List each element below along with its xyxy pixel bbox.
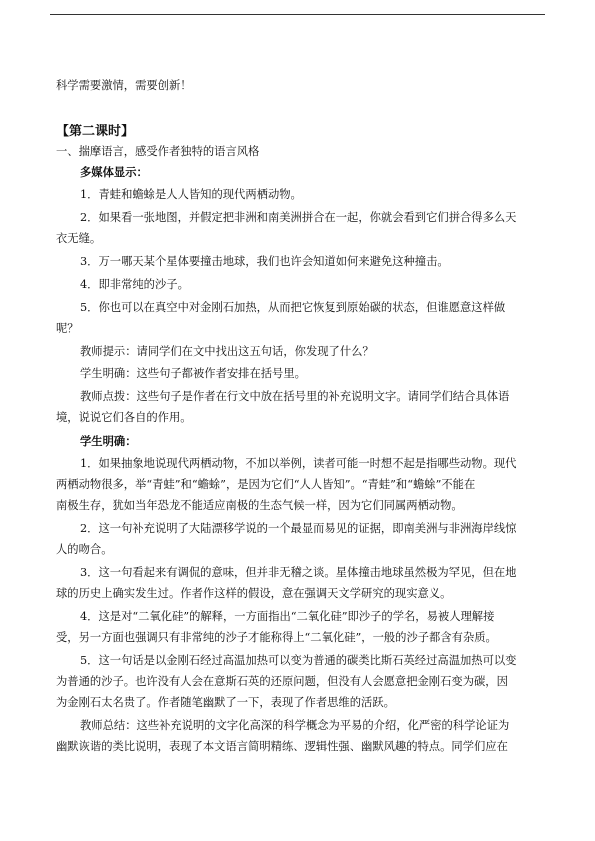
- answer-1-cont: 两栖动物很多，举“青蛙”和“蟾蜍”，是因为它们“人人皆知”。“青蛙”和“蟾蜍”不能在: [56, 478, 476, 491]
- section-heading: 一、揣摩语言，感受作者独特的语言风格: [56, 145, 260, 158]
- sentence-3: 3．万一哪天某个星体要撞击地球，我们也许会知道如何来避免这种撞击。: [80, 255, 449, 268]
- lesson-heading: 【第二课时】: [56, 124, 135, 139]
- answer-4: 4．这是对“二氧化硅”的解释，一方面指出“二氧化硅”即沙子的学名，易被人理解接: [80, 610, 495, 623]
- header-rule: [50, 14, 545, 15]
- answer-1-cont2: 南极生存，犹如当年恐龙不能适应南极的生态气候一样，因为它们同属两栖动物。: [56, 499, 463, 512]
- student-clear-label: 学生明确：: [80, 434, 137, 448]
- answer-2-cont: 人的吻合。: [56, 543, 113, 556]
- answer-1: 1．如果抽象地说现代两栖动物，不加以举例，读者可能一时想不起是指哪些动物。现代: [80, 457, 517, 470]
- teacher-summary-cont: 幽默诙谐的类比说明，表现了本文语言简明精练、逻辑性强、幽默风趣的特点。同学们应在: [56, 740, 508, 753]
- teacher-point: 教师点拨：这些句子是作者在行文中放在括号里的补充说明文字。请同学们结合具体语: [80, 390, 510, 403]
- sentence-2: 2．如果看一张地图，并假定把非洲和南美洲拼合在一起，你就会看到它们拼合得多么天: [80, 211, 517, 224]
- sentence-5-cont: 呢？: [56, 322, 79, 335]
- sentence-2-cont: 衣无缝。: [56, 232, 102, 245]
- sentence-4: 4．即非常纯的沙子。: [80, 278, 189, 291]
- teacher-point-cont: 境，说说它们各自的作用。: [56, 411, 192, 424]
- answer-5-cont: 为普通的沙子。也许没有人会在意斯石英的还原问题，但没有人会愿意把金刚石变为碳，因: [56, 675, 508, 688]
- intro-line: 科学需要激情，需要创新！: [56, 79, 192, 92]
- answer-4-cont: 受，另一方面也强调只有非常纯的沙子才能称得上“二氧化硅”，一般的沙子都含有杂质。: [56, 631, 497, 644]
- teacher-summary: 教师总结：这些补充说明的文字化高深的科学概念为平易的介绍，化严密的科学论证为: [80, 719, 510, 732]
- answer-5: 5．这一句话是以金刚石经过高温加热可以变为普通的碳类比斯石英经过高温加热可以变: [80, 654, 517, 667]
- sentence-5: 5．你也可以在真空中对金刚石加热，从而把它恢复到原始碳的状态，但谁愿意这样做: [80, 301, 506, 314]
- media-label: 多媒体显示：: [80, 165, 148, 179]
- teacher-hint: 教师提示：请同学们在文中找出这五句话，你发现了什么？: [80, 345, 374, 358]
- student-clear-1: 学生明确：这些句子都被作者安排在括号里。: [80, 367, 306, 380]
- sentence-1: 1．青蛙和蟾蜍是人人皆知的现代两栖动物。: [80, 188, 302, 201]
- answer-5-cont2: 为金刚石太名贵了。作者随笔幽默了一下，表现了作者思维的活跃。: [56, 696, 395, 709]
- answer-3: 3．这一句看起来有调侃的意味，但并非无稽之谈。星体撞击地球虽然极为罕见，但在地: [80, 566, 517, 579]
- answer-2: 2．这一句补充说明了大陆漂移学说的一个最显而易见的证据，即南美洲与非洲海岸线惊: [80, 522, 517, 535]
- answer-3-cont: 球的历史上确实发生过。作者作这样的假设，意在强调天文学研究的现实意义。: [56, 587, 452, 600]
